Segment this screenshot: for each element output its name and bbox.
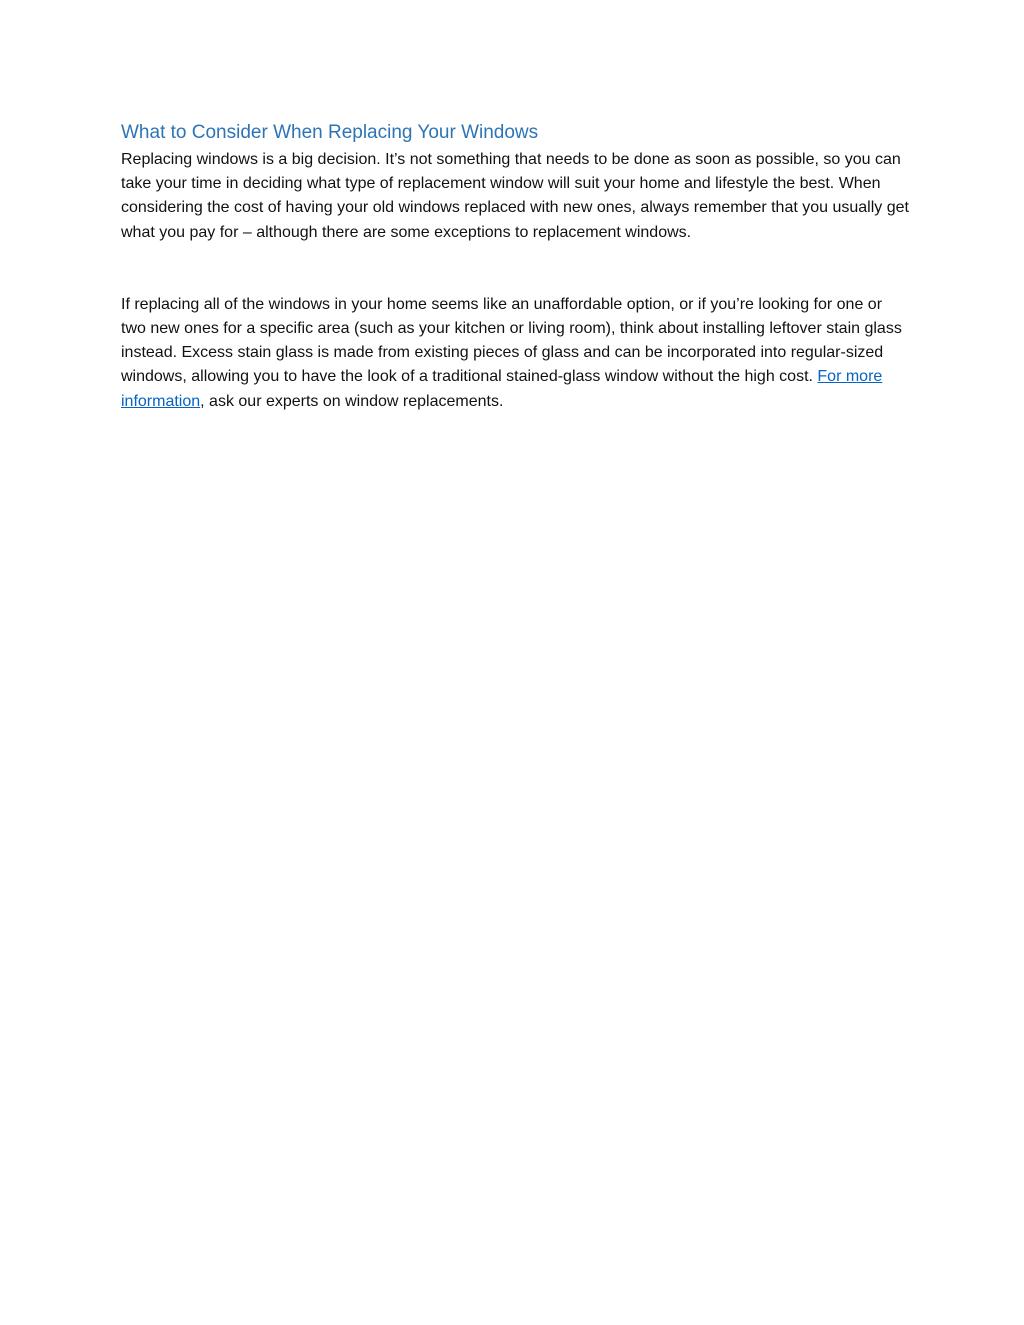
more-information-link[interactable]: For more information xyxy=(121,368,883,410)
document-body xyxy=(121,118,911,414)
paragraph-stain-glass xyxy=(121,293,911,414)
document-title: What to Consider When Replacing Your Windows xyxy=(121,122,539,143)
paragraph-intro: Replacing windows is a big decision. It’s not something that needs to be done as soon as possible, so you can take your time in deciding what type of replacement window will suit your home and lifestyle the best. When considering the cost of having your old windows replaced with new ones, always remember that you usually get what you pay for – although there are some exceptions to replacement windows. xyxy=(121,151,909,241)
paragraph-stain-glass-ending: , ask our experts on window replacements. xyxy=(200,392,504,410)
paragraph-stain-glass-text: If replacing all of the windows in your home seems like an unaffordable option, or if you’re looking for one or two new ones for a specific area (such as your kitchen or living room), think about installing leftover stain glass instead. Excess stain glass is made from existing pieces of glass and can be incorporated into regular-sized windows, allowing you to have the look of a traditional stained-glass window without the high cost. xyxy=(121,295,902,386)
